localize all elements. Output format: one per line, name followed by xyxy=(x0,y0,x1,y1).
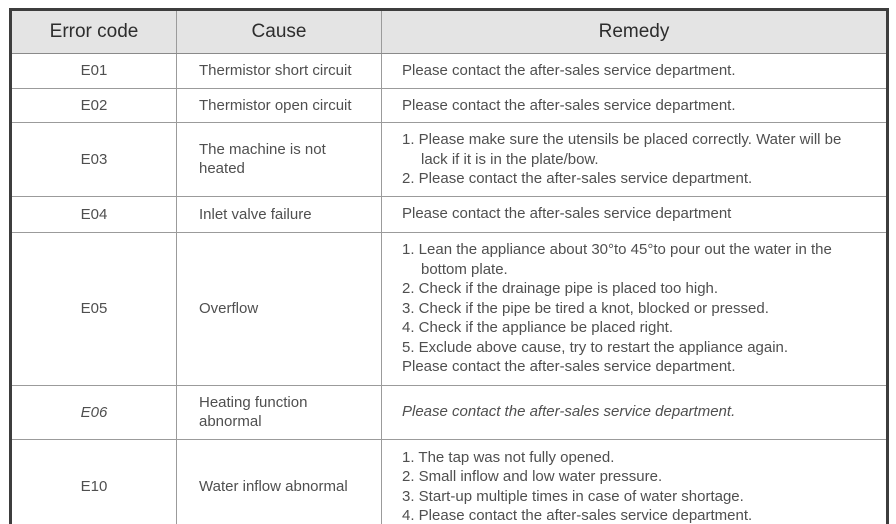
table-row xyxy=(11,196,888,232)
remedy-cell xyxy=(382,123,888,197)
error-code-cell: E10 xyxy=(11,439,177,524)
table-row xyxy=(11,123,888,197)
remedy-line: 5. Exclude above cause, try to restart the appliance again. xyxy=(402,338,789,356)
table-row xyxy=(11,439,888,524)
column-header-remedy: Remedy xyxy=(382,10,888,54)
table-row xyxy=(11,385,888,439)
cause-cell: Overflow xyxy=(177,232,382,385)
remedy-line: 1. Lean the appliance about 30°to 45°to pour out the water in the bottom plate. xyxy=(402,241,832,278)
error-code-table xyxy=(9,8,889,524)
remedy-line: 3. Check if the pipe be tired a knot, blocked or pressed. xyxy=(402,299,769,317)
table-row xyxy=(11,54,888,89)
remedy-line: Please contact the after-sales service department. xyxy=(402,62,736,79)
remedy-line: 4. Please contact the after-sales service department. xyxy=(402,507,753,524)
remedy-cell xyxy=(382,54,888,89)
column-header-error-code: Error code xyxy=(11,10,177,54)
cause-cell: Heating function abnormal xyxy=(177,385,382,439)
remedy-cell xyxy=(382,439,888,524)
remedy-cell xyxy=(382,385,888,439)
remedy-line: Please contact the after-sales service department. xyxy=(402,96,736,114)
table-header xyxy=(11,10,888,54)
error-code-cell: E04 xyxy=(11,196,177,232)
cause-cell: Inlet valve failure xyxy=(177,196,382,232)
remedy-line: 2. Please contact the after-sales service department. xyxy=(402,170,753,187)
remedy-line: 1. The tap was not fully opened. xyxy=(402,448,615,466)
cause-cell: Water inflow abnormal xyxy=(177,439,382,524)
remedy-line: 1. Please make sure the utensils be placed correctly. Water will be lack if it is in the plate/bow. xyxy=(402,131,842,168)
table-row xyxy=(11,232,888,385)
remedy-line: 4. Check if the appliance be placed right. xyxy=(402,319,674,337)
error-code-cell: E01 xyxy=(11,54,177,89)
remedy-line: 2. Check if the drainage pipe is placed too high. xyxy=(402,280,719,298)
table-row xyxy=(11,88,888,123)
error-code-cell: E02 xyxy=(11,88,177,123)
header-row xyxy=(11,10,888,54)
remedy-line: Please contact the after-sales service department xyxy=(402,205,732,223)
error-code-cell: E05 xyxy=(11,232,177,385)
cause-cell: Thermistor short circuit xyxy=(177,54,382,89)
remedy-line: Please contact the after-sales service department. xyxy=(402,403,736,421)
cause-cell: Thermistor open circuit xyxy=(177,88,382,123)
remedy-line: 3. Start-up multiple times in case of water shortage. xyxy=(402,487,744,505)
cause-cell: The machine is not heated xyxy=(177,123,382,197)
remedy-cell xyxy=(382,196,888,232)
column-header-cause: Cause xyxy=(177,10,382,54)
remedy-cell xyxy=(382,88,888,123)
remedy-line: Please contact the after-sales service department. xyxy=(402,358,736,376)
error-code-cell: E03 xyxy=(11,123,177,197)
table-body xyxy=(11,54,888,524)
remedy-cell xyxy=(382,232,888,385)
remedy-line: 2. Small inflow and low water pressure. xyxy=(402,468,663,485)
error-code-cell: E06 xyxy=(11,385,177,439)
